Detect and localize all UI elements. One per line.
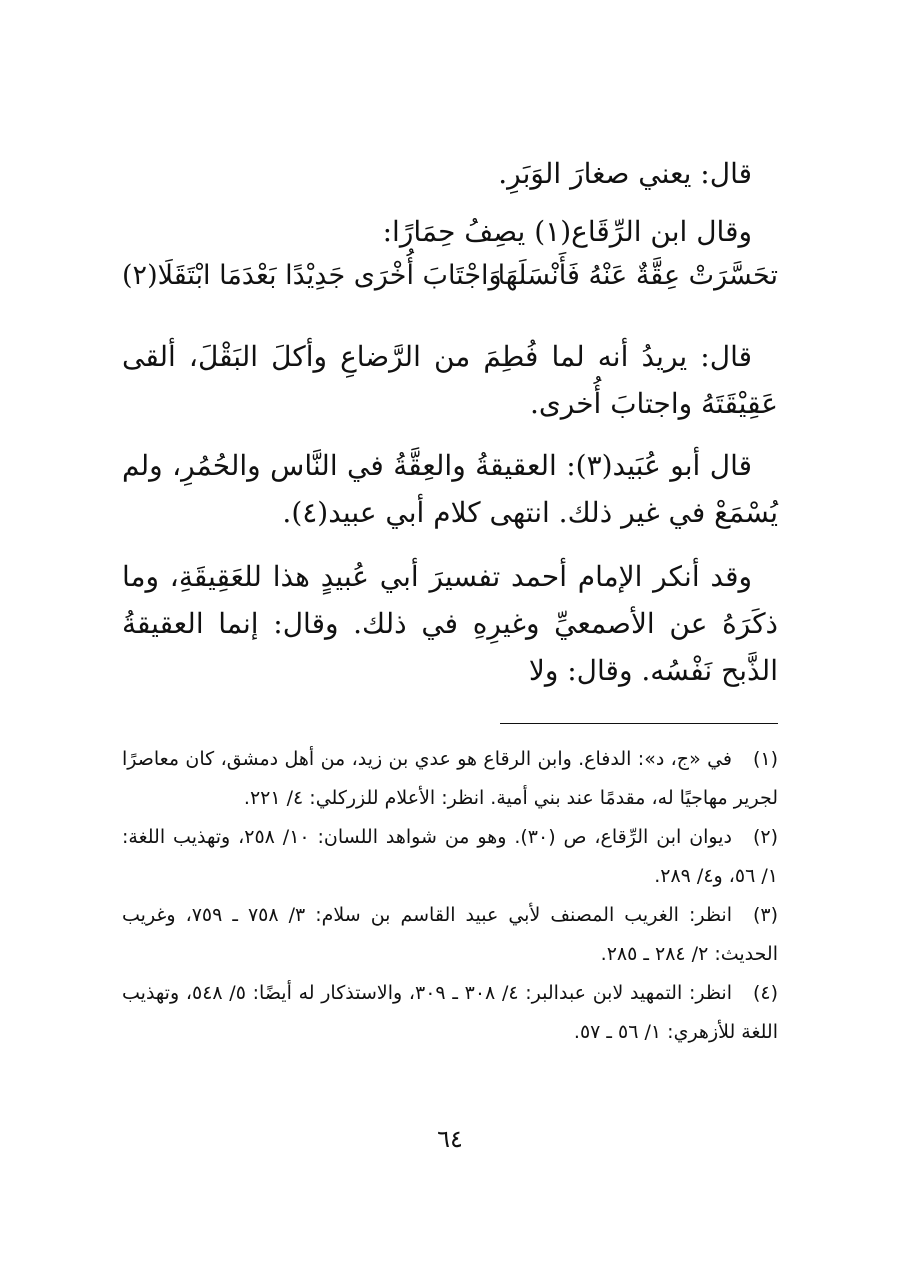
footnote-number: (١) [752,748,778,770]
footnote-number: (٢) [752,826,778,848]
footnote-number: (٤) [752,982,778,1004]
footnote-separator [500,723,778,724]
paragraph-5: وقد أنكر الإمام أحمد تفسيرَ أبي عُبيدٍ هذا للعَقِيقَةِ، وما ذكَرَهُ عن الأصمعيِّ وغيرِهِ في ذلك. وقال: إنما العقيقةُ الذَّبح نَفْسُه. وقال: ولا [122,560,778,687]
page-number: ٦٤ [437,1125,463,1153]
footnote-text: في «ج، د»: الدفاع. وابن الرقاع هو عدي بن زيد، من أهل دمشق، كان معاصرًا لجرير مهاجيًا له، مقدمًا عند بني أمية. انظر: الأعلام للزركلي: ٤/ ٢٢١. [122,748,778,809]
poetry-verse [122,254,778,298]
footnote-3 [122,896,778,974]
verse-first-hemistich: تحَسَّرَتْ عِقَّةٌ عَنْهُ فَأَنْسَلَهَا [497,260,778,291]
paragraph-2: وقال ابن الرِّقَاع(١) يصِفُ حِمَارًا: [382,215,752,248]
footnote-text: انظر: الغريب المصنف لأبي عبيد القاسم بن سلام: ٣/ ٧٥٨ ـ ٧٥٩، وغريب الحديث: ٢/ ٢٨٤ ـ ٢٨٥. [122,904,778,965]
paragraph-3: قال: يريدُ أنه لما فُطِمَ من الرَّضاعِ وأكلَ البَقْلَ، ألقى عَقِيْقَتَهُ واجتابَ أُخرى. [122,340,778,420]
footnote-1 [122,740,778,818]
footnote-2 [122,818,778,896]
footnote-number: (٣) [752,904,778,926]
paragraph-1: قال: يعني صغارَ الوَبَرِ. [498,157,752,190]
paragraph-4: قال أبو عُبَيد(٣): العقيقةُ والعِقَّةُ في النَّاس والحُمُرِ، ولم يُسْمَعْ في غير ذلك. انتهى كلام أبي عبيد(٤). [122,449,778,529]
footnote-text: انظر: التمهيد لابن عبدالبر: ٤/ ٣٠٨ ـ ٣٠٩، والاستذكار له أيضًا: ٥/ ٥٤٨، وتهذيب اللغة للأزهري: ١/ ٥٦ ـ ٥٧. [122,982,778,1043]
verse-second-hemistich: وَاجْتَابَ أُخْرَى جَدِيْدًا بَعْدَمَا ابْتَقَلَا(٢) [122,260,502,291]
footnote-4 [122,974,778,1052]
footnote-text: ديوان ابن الرِّقاع، ص (٣٠). وهو من شواهد اللسان: ١٠/ ٢٥٨، وتهذيب اللغة: ١/ ٥٦، و٤/ ٢٨٩. [122,826,778,887]
